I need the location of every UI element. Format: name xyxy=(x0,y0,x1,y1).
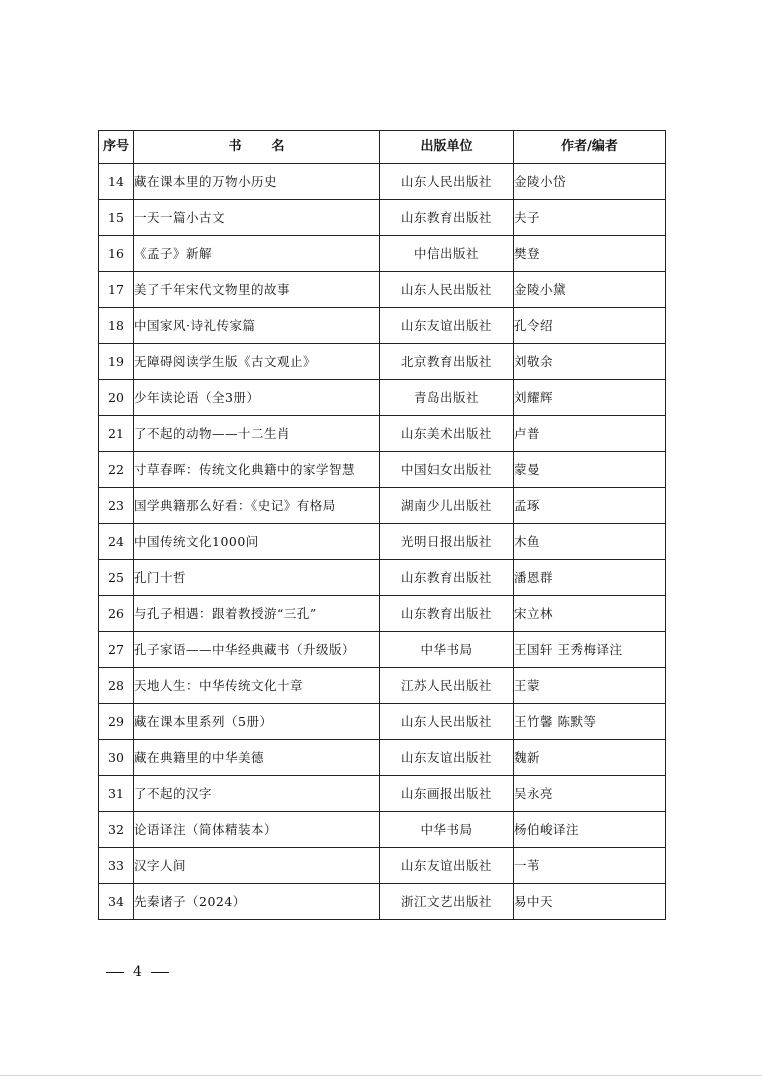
row-author: 木鱼 xyxy=(514,524,666,560)
row-title: 少年读论语（全3册） xyxy=(134,380,380,416)
row-title: 汉字人间 xyxy=(134,848,380,884)
table-body xyxy=(99,164,666,920)
row-author: 王蒙 xyxy=(514,668,666,704)
row-index: 15 xyxy=(99,200,134,236)
row-author: 王国轩 王秀梅译注 xyxy=(514,632,666,668)
row-publisher: 山东教育出版社 xyxy=(380,200,514,236)
row-publisher: 山东人民出版社 xyxy=(380,704,514,740)
row-publisher: 山东人民出版社 xyxy=(380,272,514,308)
row-author: 潘恩群 xyxy=(514,560,666,596)
table-row xyxy=(99,884,666,920)
table-row xyxy=(99,344,666,380)
row-publisher: 青岛出版社 xyxy=(380,380,514,416)
page-number-dash-left xyxy=(106,972,124,973)
table-row xyxy=(99,524,666,560)
row-index: 14 xyxy=(99,164,134,200)
table-row xyxy=(99,632,666,668)
row-index: 17 xyxy=(99,272,134,308)
row-title: 与孔子相遇：跟着教授游“三孔” xyxy=(134,596,380,632)
row-publisher: 山东友谊出版社 xyxy=(380,848,514,884)
table-row xyxy=(99,776,666,812)
row-author: 孟琢 xyxy=(514,488,666,524)
row-publisher: 山东友谊出版社 xyxy=(380,308,514,344)
row-index: 24 xyxy=(99,524,134,560)
row-author: 宋立林 xyxy=(514,596,666,632)
table-row xyxy=(99,308,666,344)
row-index: 29 xyxy=(99,704,134,740)
row-title: 一天一篇小古文 xyxy=(134,200,380,236)
row-index: 20 xyxy=(99,380,134,416)
table-row xyxy=(99,272,666,308)
row-publisher: 江苏人民出版社 xyxy=(380,668,514,704)
page-number-value: 4 xyxy=(133,964,142,980)
row-publisher: 北京教育出版社 xyxy=(380,344,514,380)
row-author: 一苇 xyxy=(514,848,666,884)
table-row xyxy=(99,200,666,236)
table-row xyxy=(99,704,666,740)
page-bottom-divider xyxy=(0,1075,762,1076)
row-index: 32 xyxy=(99,812,134,848)
row-author: 刘敬余 xyxy=(514,344,666,380)
row-title: 了不起的汉字 xyxy=(134,776,380,812)
row-index: 26 xyxy=(99,596,134,632)
row-title: 中国传统文化1000问 xyxy=(134,524,380,560)
row-index: 27 xyxy=(99,632,134,668)
row-index: 21 xyxy=(99,416,134,452)
table-row xyxy=(99,488,666,524)
table-row xyxy=(99,452,666,488)
row-publisher: 湖南少儿出版社 xyxy=(380,488,514,524)
row-index: 33 xyxy=(99,848,134,884)
row-publisher: 中信出版社 xyxy=(380,236,514,272)
row-index: 22 xyxy=(99,452,134,488)
row-author: 易中天 xyxy=(514,884,666,920)
header-author: 作者/编者 xyxy=(514,131,666,164)
row-index: 25 xyxy=(99,560,134,596)
row-author: 蒙曼 xyxy=(514,452,666,488)
header-publisher: 出版单位 xyxy=(380,131,514,164)
row-title: 美了千年宋代文物里的故事 xyxy=(134,272,380,308)
row-title: 国学典籍那么好看：《史记》有格局 xyxy=(134,488,380,524)
table-row xyxy=(99,236,666,272)
row-author: 王竹馨 陈默等 xyxy=(514,704,666,740)
row-title: 孔子家语——中华经典藏书（升级版） xyxy=(134,632,380,668)
row-title: 论语译注（简体精装本） xyxy=(134,812,380,848)
row-publisher: 中国妇女出版社 xyxy=(380,452,514,488)
row-author: 卢普 xyxy=(514,416,666,452)
row-index: 30 xyxy=(99,740,134,776)
row-author: 金陵小黛 xyxy=(514,272,666,308)
table-row xyxy=(99,380,666,416)
row-index: 28 xyxy=(99,668,134,704)
row-title: 天地人生：中华传统文化十章 xyxy=(134,668,380,704)
row-publisher: 浙江文艺出版社 xyxy=(380,884,514,920)
row-publisher: 中华书局 xyxy=(380,632,514,668)
row-publisher: 山东人民出版社 xyxy=(380,164,514,200)
row-publisher: 中华书局 xyxy=(380,812,514,848)
row-title: 中国家风·诗礼传家篇 xyxy=(134,308,380,344)
book-list-table xyxy=(98,130,666,920)
row-publisher: 山东教育出版社 xyxy=(380,560,514,596)
row-title: 藏在典籍里的中华美德 xyxy=(134,740,380,776)
row-author: 魏新 xyxy=(514,740,666,776)
table-row xyxy=(99,812,666,848)
row-title: 孔门十哲 xyxy=(134,560,380,596)
row-publisher: 山东教育出版社 xyxy=(380,596,514,632)
row-index: 16 xyxy=(99,236,134,272)
row-title: 先秦诸子（2024） xyxy=(134,884,380,920)
row-title: 藏在课本里的万物小历史 xyxy=(134,164,380,200)
row-author: 金陵小岱 xyxy=(514,164,666,200)
row-title: 无障碍阅读学生版《古文观止》 xyxy=(134,344,380,380)
row-author: 孔令绍 xyxy=(514,308,666,344)
row-index: 19 xyxy=(99,344,134,380)
page-number-dash-right xyxy=(151,972,169,973)
table-row xyxy=(99,848,666,884)
table-row xyxy=(99,416,666,452)
row-author: 杨伯峻译注 xyxy=(514,812,666,848)
row-index: 31 xyxy=(99,776,134,812)
row-title: 寸草春晖：传统文化典籍中的家学智慧 xyxy=(134,452,380,488)
row-author: 吴永亮 xyxy=(514,776,666,812)
row-publisher: 山东友谊出版社 xyxy=(380,740,514,776)
row-author: 刘耀辉 xyxy=(514,380,666,416)
row-author: 樊登 xyxy=(514,236,666,272)
page-number xyxy=(106,964,169,980)
table-header-row xyxy=(99,131,666,164)
row-index: 34 xyxy=(99,884,134,920)
row-index: 18 xyxy=(99,308,134,344)
table-row xyxy=(99,164,666,200)
row-title: 了不起的动物——十二生肖 xyxy=(134,416,380,452)
header-title: 书名 xyxy=(134,131,380,164)
table-row xyxy=(99,668,666,704)
row-publisher: 山东画报出版社 xyxy=(380,776,514,812)
row-title: 藏在课本里系列（5册） xyxy=(134,704,380,740)
row-title: 《孟子》新解 xyxy=(134,236,380,272)
row-publisher: 山东美术出版社 xyxy=(380,416,514,452)
table-row xyxy=(99,560,666,596)
table-row xyxy=(99,596,666,632)
header-index: 序号 xyxy=(99,131,134,164)
row-index: 23 xyxy=(99,488,134,524)
row-author: 夫子 xyxy=(514,200,666,236)
table-row xyxy=(99,740,666,776)
row-publisher: 光明日报出版社 xyxy=(380,524,514,560)
